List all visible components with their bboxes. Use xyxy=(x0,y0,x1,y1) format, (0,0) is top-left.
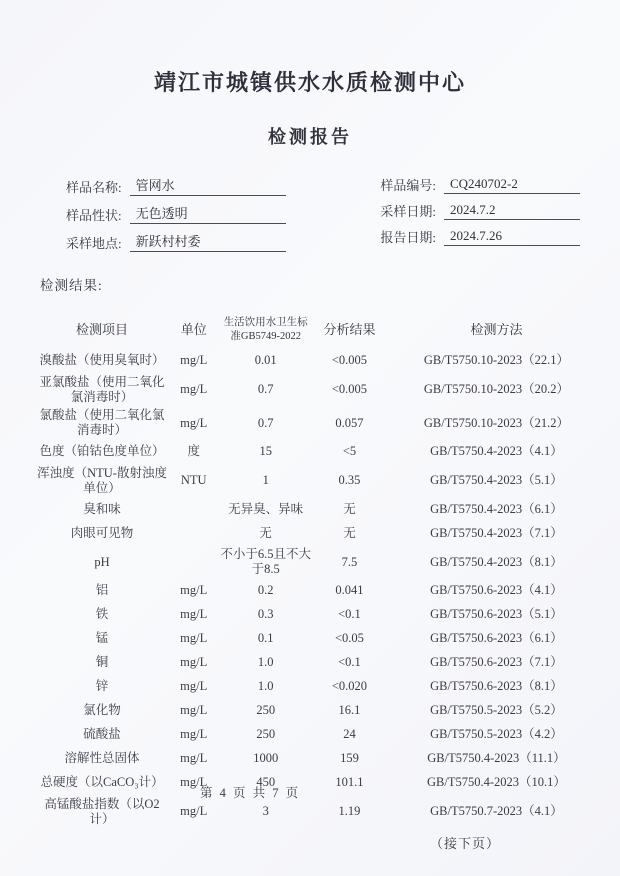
sampling-site-field xyxy=(66,231,286,252)
sample-id-label: 样品编号: xyxy=(380,178,436,193)
cell-item: pH xyxy=(94,554,110,569)
cell-result: 0.041 xyxy=(335,583,364,598)
table-row xyxy=(36,407,598,441)
cell-item: 溶解性总固体 xyxy=(64,751,140,766)
cell-method: GB/T5750.4-2023（6.1） xyxy=(430,501,563,516)
table-row xyxy=(36,440,598,464)
sample-id-value: CQ240702-2 xyxy=(444,176,580,194)
cell-result: <0.020 xyxy=(331,679,368,694)
cell-result: <0.005 xyxy=(331,353,368,368)
table-row xyxy=(36,373,598,407)
sample-character-label: 样品性状: xyxy=(66,208,122,223)
sample-character-field xyxy=(66,203,286,224)
sampling-date-label: 采样日期: xyxy=(380,204,436,219)
table-row xyxy=(36,603,598,627)
cell-item: 氯酸盐（使用二氧化氯消毒时） xyxy=(39,408,165,438)
cell-item: 铁 xyxy=(95,607,109,622)
cell-item: 浑浊度（NTU-散射浊度单位） xyxy=(37,465,167,495)
cell-standard: 250 xyxy=(256,703,276,718)
cell-result: 159 xyxy=(340,751,359,766)
cell-method: GB/T5750.10-2023（22.1） xyxy=(423,353,570,368)
cell-standard: 1.0 xyxy=(257,679,274,694)
cell-unit: mg/L xyxy=(180,703,208,718)
results-section-label: 检测结果: xyxy=(40,278,103,293)
header-standard: 生活饮用水卫生标准GB5749-2022 xyxy=(223,317,308,342)
sample-name-label: 样品名称: xyxy=(66,180,122,195)
org-title: 靖江市城镇供水水质检测中心 xyxy=(153,70,466,95)
cell-unit: mg/L xyxy=(180,751,208,766)
cell-method: GB/T5750.4-2023（8.1） xyxy=(430,554,563,569)
cell-item: 臭和味 xyxy=(83,501,121,516)
cell-item: 溴酸盐（使用臭氧时） xyxy=(39,353,165,368)
table-row xyxy=(36,723,598,747)
cell-unit: mg/L xyxy=(180,607,208,622)
report-date-value: 2024.7.26 xyxy=(444,228,580,246)
cell-method: GB/T5750.6-2023（7.1） xyxy=(430,655,563,670)
cell-standard: 无异臭、异味 xyxy=(228,501,304,516)
cell-result: 无 xyxy=(343,501,356,516)
sampling-site-label: 采样地点: xyxy=(66,236,122,251)
cell-standard: 0.7 xyxy=(257,382,274,397)
table-row xyxy=(36,651,598,675)
cell-unit: mg/L xyxy=(180,804,208,819)
cell-result: <0.005 xyxy=(331,382,368,397)
table-row xyxy=(36,747,598,771)
results-table xyxy=(36,310,598,829)
header-method: 检测方法 xyxy=(470,321,523,337)
table-row xyxy=(36,546,598,580)
cell-unit: mg/L xyxy=(180,382,208,397)
cell-unit: mg/L xyxy=(180,775,208,790)
cell-item: 亚氯酸盐（使用二氧化氯消毒时） xyxy=(39,374,165,404)
cell-item: 肉眼可见物 xyxy=(70,525,134,540)
cell-standard: 450 xyxy=(256,775,276,790)
cell-standard: 0.01 xyxy=(254,353,277,368)
cell-standard: 0.3 xyxy=(257,607,274,622)
sample-info-left xyxy=(66,175,286,252)
cell-method: GB/T5750.6-2023（8.1） xyxy=(430,679,563,694)
cell-method: GB/T5750.6-2023（5.1） xyxy=(430,607,563,622)
cell-standard: 不小于6.5且不大于8.5 xyxy=(220,547,311,577)
sample-info xyxy=(66,175,580,252)
cell-item: 锰 xyxy=(95,631,109,646)
cell-result: 7.5 xyxy=(341,554,358,569)
report-date-label: 报告日期: xyxy=(380,230,436,245)
cell-item: 色度（铂钴色度单位） xyxy=(39,444,165,459)
results-table-body xyxy=(36,349,598,829)
page-number: 第 4 页 共 7 页 xyxy=(200,786,301,800)
continued-note: （接下页） xyxy=(429,835,500,851)
cell-method: GB/T5750.4-2023（11.1） xyxy=(427,751,566,766)
page-footer xyxy=(0,783,620,801)
cell-item: 氯化物 xyxy=(83,703,121,718)
cell-result: 1.19 xyxy=(338,804,361,819)
cell-standard: 0.7 xyxy=(257,415,274,430)
cell-standard: 1 xyxy=(262,473,269,488)
cell-standard: 1.0 xyxy=(257,655,274,670)
sampling-site-value: 新跃村村委 xyxy=(130,231,286,252)
cell-item: 高锰酸盐指数（以O2计） xyxy=(44,796,160,826)
cell-method: GB/T5750.6-2023（4.1） xyxy=(430,583,563,598)
table-row xyxy=(36,498,598,522)
cell-result: 24 xyxy=(343,727,356,742)
sample-name-value: 管网水 xyxy=(130,175,286,196)
table-header-row xyxy=(36,310,598,349)
cell-result: 16.1 xyxy=(338,703,361,718)
header-item: 检测项目 xyxy=(76,321,129,337)
table-row xyxy=(36,675,598,699)
cell-result: <0.05 xyxy=(335,631,364,646)
cell-standard: 250 xyxy=(256,727,276,742)
cell-item: 铝 xyxy=(95,583,109,598)
cell-method: GB/T5750.6-2023（6.1） xyxy=(430,631,563,646)
cell-standard: 15 xyxy=(259,444,272,459)
cell-standard: 3 xyxy=(262,804,269,819)
cell-unit: mg/L xyxy=(180,679,208,694)
cell-unit: mg/L xyxy=(180,727,208,742)
cell-result: <5 xyxy=(342,444,357,459)
cell-method: GB/T5750.4-2023（4.1） xyxy=(430,444,563,459)
sampling-date-field xyxy=(380,201,580,220)
sample-info-right xyxy=(380,175,580,252)
table-row xyxy=(36,579,598,603)
cell-method: GB/T5750.10-2023（21.2） xyxy=(423,415,570,430)
sample-name-field xyxy=(66,175,286,196)
sample-id-field xyxy=(380,175,580,194)
cell-method: GB/T5750.4-2023（7.1） xyxy=(430,525,563,540)
cell-item: 铜 xyxy=(95,655,109,670)
cell-standard: 1000 xyxy=(253,751,279,766)
cell-method: GB/T5750.5-2023（4.2） xyxy=(430,727,563,742)
cell-standard: 无 xyxy=(259,525,272,540)
header-unit: 单位 xyxy=(180,321,207,337)
cell-unit: mg/L xyxy=(180,655,208,670)
cell-method: GB/T5750.5-2023（5.2） xyxy=(430,703,563,718)
header-result: 分析结果 xyxy=(323,321,376,337)
report-date-field xyxy=(380,227,580,246)
cell-result: 0.35 xyxy=(338,473,361,488)
sampling-date-value: 2024.7.2 xyxy=(444,202,580,220)
cell-unit: 度 xyxy=(187,444,200,459)
cell-item: 总硬度（以CaCO₃计） xyxy=(40,775,164,790)
table-row xyxy=(36,699,598,723)
table-row xyxy=(36,627,598,651)
cell-method: GB/T5750.7-2023（4.1） xyxy=(430,804,563,819)
cell-method: GB/T5750.4-2023（5.1） xyxy=(430,473,563,488)
cell-method: GB/T5750.10-2023（20.2） xyxy=(423,382,570,397)
table-row xyxy=(36,464,598,498)
table-row xyxy=(36,349,598,373)
cell-method: GB/T5750.4-2023（10.1） xyxy=(427,775,566,790)
cell-unit: mg/L xyxy=(180,583,208,598)
cell-standard: 0.1 xyxy=(257,631,274,646)
cell-result: <0.1 xyxy=(338,655,361,670)
cell-item: 锌 xyxy=(95,679,109,694)
cell-unit: mg/L xyxy=(180,631,208,646)
sample-character-value: 无色透明 xyxy=(130,203,286,224)
cell-standard: 0.2 xyxy=(257,583,274,598)
cell-unit: NTU xyxy=(180,473,207,488)
report-title: 检测报告 xyxy=(268,127,352,147)
cell-result: <0.1 xyxy=(338,607,361,622)
cell-result: 无 xyxy=(343,525,356,540)
cell-unit: mg/L xyxy=(180,353,208,368)
cell-result: 0.057 xyxy=(335,415,364,430)
table-row xyxy=(36,522,598,546)
cell-unit: mg/L xyxy=(180,415,208,430)
cell-item: 硫酸盐 xyxy=(83,727,121,742)
cell-result: 101.1 xyxy=(335,775,364,790)
